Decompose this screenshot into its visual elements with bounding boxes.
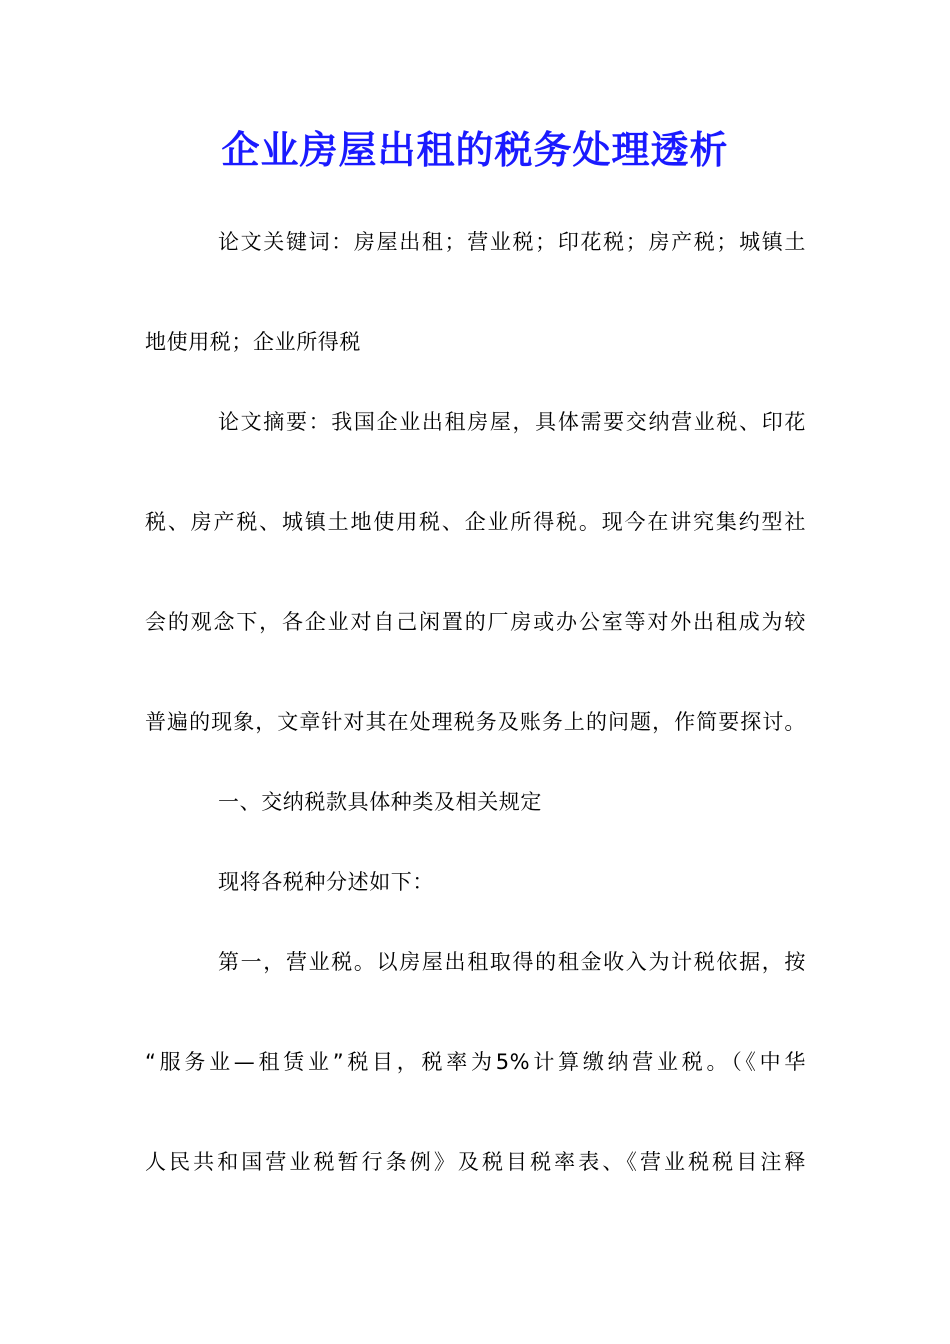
section-heading: 一、交纳税款具体种类及相关规定 [218, 790, 542, 814]
abstract-line-4: 普遍的现象，文章针对其在处理税务及账务上的问题，作简要探讨。 [145, 710, 806, 734]
abstract-line-3: 会的观念下，各企业对自己闲置的厂房或办公室等对外出租成为较 [145, 610, 806, 634]
paragraph-line-2: “服务业—租赁业”税目，税率为5%计算缴纳营业税。（《中华 [145, 1050, 806, 1074]
document-title: 企业房屋出租的税务处理透析 [221, 127, 729, 172]
paragraph-line-intro: 现将各税种分述如下： [218, 870, 434, 894]
paragraph-line-1: 第一，营业税。以房屋出租取得的租金收入为计税依据，按 [218, 950, 806, 974]
keywords-line-2: 地使用税；企业所得税 [145, 330, 361, 354]
keywords-line-1: 论文关键词：房屋出租；营业税；印花税；房产税；城镇土 [218, 230, 806, 254]
paragraph-line-3: 人民共和国营业税暂行条例》及税目税率表、《营业税税目注释 [145, 1150, 806, 1174]
abstract-line-1: 论文摘要：我国企业出租房屋，具体需要交纳营业税、印花 [218, 410, 806, 434]
abstract-line-2: 税、房产税、城镇土地使用税、企业所得税。现今在讲究集约型社 [145, 510, 806, 534]
